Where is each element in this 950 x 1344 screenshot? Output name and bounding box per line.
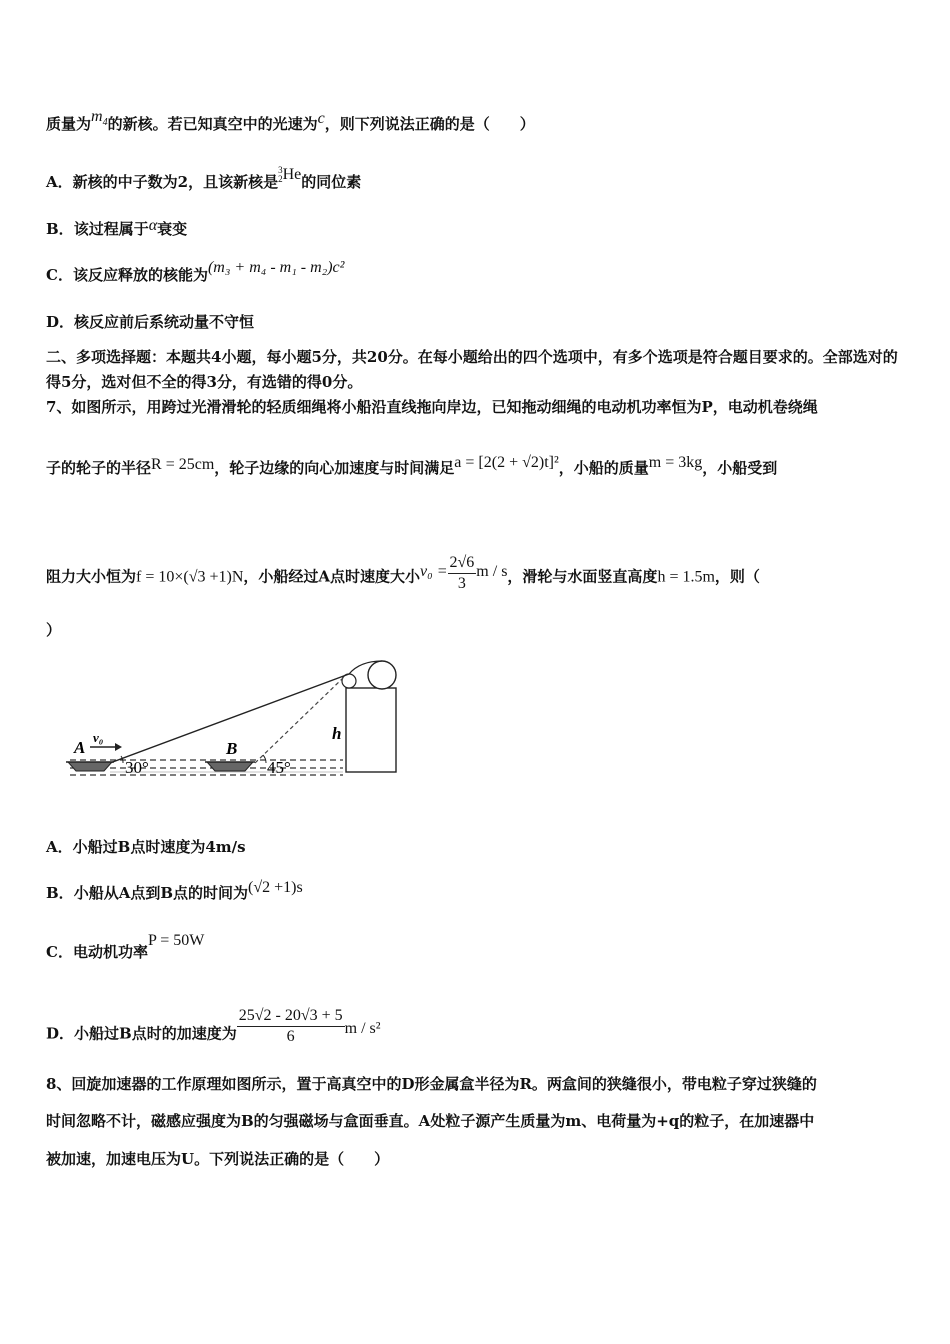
v0-symbol: v₀ = <box>420 562 448 580</box>
energy-formula: (m₃ + m₄ - m₁ - m₂)c² <box>207 259 345 276</box>
stem-text: ，则下列说法正确的是（ ） <box>324 115 535 133</box>
label-v0: v₀ <box>93 730 104 745</box>
q6-option-d: D．核反应前后系统动量不守恒 <box>46 313 255 331</box>
helium-isotope: 3 2He <box>278 165 302 185</box>
boat-B <box>207 762 253 771</box>
q8-stem-line-3: 被加速，加速电压为U。下列说法正确的是（ ） <box>46 1150 390 1168</box>
m4-symbol: $m_4$ <box>91 108 108 129</box>
v0-fraction: $\frac{2√6}{3}$ <box>449 554 475 592</box>
alpha-symbol: α <box>148 217 158 234</box>
q7-option-d: D．小船过B点时的加速度为 $\frac{25√2 - 20√3 + 5}{6}$ m / s² <box>46 1007 381 1045</box>
acceleration-fraction: $\frac{25√2 - 20√3 + 5}{6}$ <box>238 1007 343 1045</box>
height-formula: h = 1.5m <box>657 568 715 586</box>
q6-option-c: C．该反应释放的核能为(m₃ + m₄ - m₁ - m₂)c² <box>46 259 345 284</box>
label-A: A <box>74 738 86 757</box>
c-symbol: c <box>317 110 325 127</box>
boat-A <box>68 762 112 771</box>
acceleration-formula: a = [2(2 + √2)t]² <box>454 454 559 471</box>
resistance-formula: f = 10×(√3 +1)N <box>136 568 244 586</box>
q7-stem-line-4: ） <box>46 621 62 639</box>
q7-stem-line-1: 7、如图所示，用跨过光滑滑轮的轻质细绳将小船沿直线拖向岸边，已知拖动细绳的电动机功率恒为P，电动机卷绕绳 <box>46 398 818 416</box>
q6-option-b: B．该过程属于α衰变 <box>46 217 188 238</box>
label-angle-30: 30° <box>125 758 149 777</box>
acceleration-unit: m / s² <box>344 1019 381 1037</box>
q7-stem-line-3: 阻力大小恒为f = 10×(√3 +1)N，小船经过A点时速度大小v₀ = $\frac{2√6}{3}$ m / s，滑轮与水面竖直高度h = 1.5m，则（ <box>46 554 760 592</box>
radius-formula: R = 25cm <box>151 456 215 473</box>
bank-block <box>346 688 396 772</box>
label-angle-45: 45° <box>267 758 291 777</box>
rope-to-B <box>255 678 343 763</box>
time-formula: (√2 +1)s <box>248 879 303 896</box>
q7-option-a: A．小船过B点时速度为4m/s <box>46 838 246 856</box>
q6-stem-tail <box>46 108 535 135</box>
stem-text: 质量为 <box>46 115 92 133</box>
q8-stem-line-2: 时间忽略不计，磁感应强度为B的匀强磁场与盒面垂直。A处粒子源产生质量为m、电荷量为+q的粒子，在加速器中 <box>46 1112 815 1130</box>
boat-pulley-figure <box>60 650 420 780</box>
q7-option-c: C．电动机功率P = 50W <box>46 932 205 961</box>
motor-wheel <box>368 661 396 689</box>
angle-arc-B <box>263 755 266 763</box>
v0-unit: m / s <box>476 562 508 580</box>
q7-stem-line-2: 子的轮子的半径R = 25cm，轮子边缘的向心加速度与时间满足a = [2(2 + √2)t]²，小船的质量m = 3kg，小船受到 <box>46 454 778 477</box>
section-2-header: 二、多项选择题：本题共4小题，每小题5分，共20分。在每小题给出的四个选项中，有多个选项是符合题目要求的。全部选对的得5分，选对但不全的得3分，有选错的得0分。 <box>46 348 898 391</box>
q7-option-b: B．小船从A点到B点的时间为(√2 +1)s <box>46 879 303 902</box>
stem-text: 的新核。若已知真空中的光速为 <box>107 115 318 133</box>
q6-option-a: A．新核的中子数为2，且该新核是3 2He的同位素 <box>46 165 362 191</box>
mass-formula: m = 3kg <box>648 454 703 471</box>
label-B: B <box>226 739 238 758</box>
q8-stem-line-1: 8、回旋加速器的工作原理如图所示，置于高真空中的D形金属盒半径为R。两盒间的狭缝很小，带电粒子穿过狭缝的 <box>46 1075 817 1093</box>
label-h: h <box>332 724 342 743</box>
power-formula: P = 50W <box>147 932 205 949</box>
